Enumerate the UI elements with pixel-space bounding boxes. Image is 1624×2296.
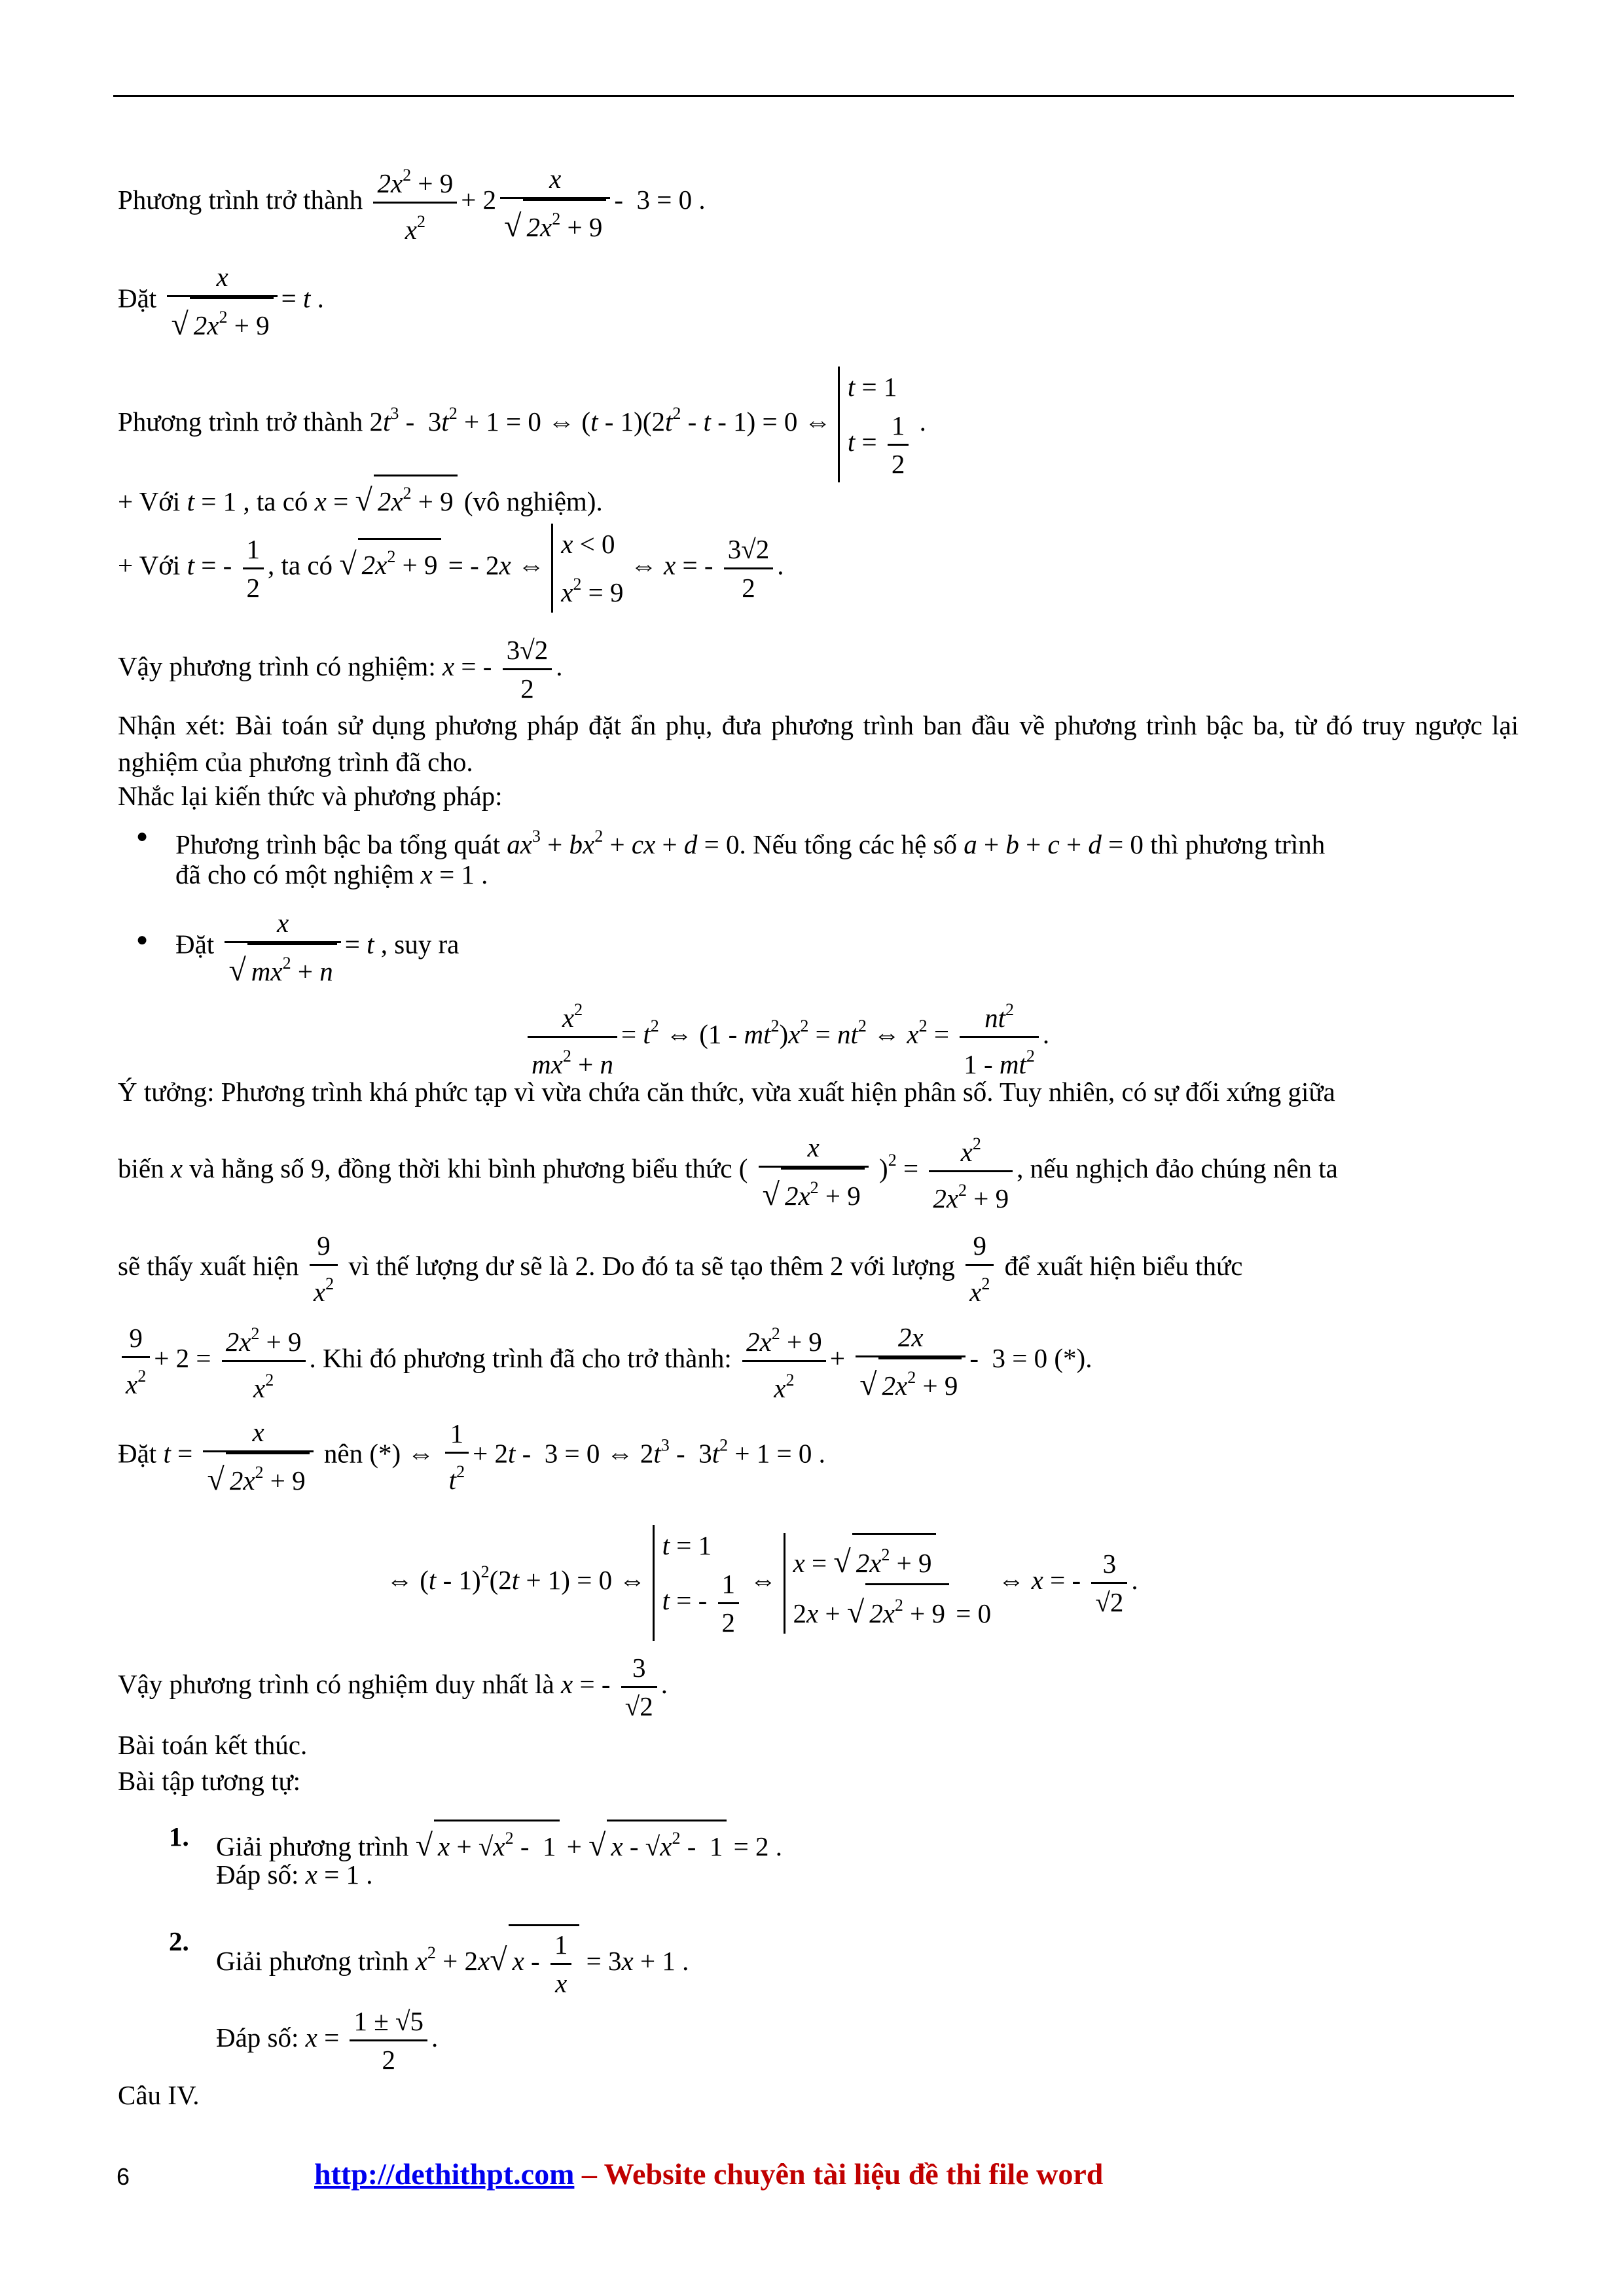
recall-heading: Nhắc lại kiến thức và phương pháp: [118,781,503,811]
footer-tagline: – Website chuyên tài liệu đề thi file word [574,2157,1104,2191]
cubic-equation-line: Phương trình trở thành $2t^3 - 3t^2 + 1 = 0$ ⇔ $(t - 1)(2t^2 - t - 1) = 0$ ⇔ t = 1 t = $\frac{1}{2}$ . [118,367,926,482]
case-t-1: + Với t = 1 , ta có x = √ $2x^2 + 9$ (vô nghiệm). [118,475,603,518]
website-link[interactable]: http://dethithpt.com [314,2157,575,2191]
substitution-line-2: Đặt t = $\frac{x}{√ 2x^2 + 9}$ nên (*) ⇔ $\frac{1}{t^2}$ + 2t - 3 = 0 ⇔ $2t^3 - 3t^2 + 1 = 0$ . [118,1414,825,1499]
case-t-minus-half: + Với t = - $\frac{1}{2}$ , ta có √ $2x^2 + 9$ = - 2x ⇔ x < 0 $x^2 = 9$ ⇔ x = - $\frac{3√2}{2}$ . [118,524,784,613]
exercise-1-number: 1. [169,1821,189,1852]
remark-paragraph: Nhận xét: Bài toán sử dụng phương pháp đặt ẩn phụ, đưa phương trình ban đầu về phương trình bậc ba, từ đó truy ngược lại nghiệm của phương trình đã cho. [118,710,1519,777]
exercise-1: Giải phương trình √ $x + √x^2 - 1$ + √ $x - √x^2 - 1 = 2$ . [216,1820,782,1863]
footer [314,2157,1103,2191]
exercise-1-answer: Đáp số: x = 1 . [216,1859,373,1890]
bullet-dot: ● [136,929,149,950]
solution-line: Vậy phương trình có nghiệm: x = - $\frac{3√2}{2}$ . [118,632,562,707]
exercise-2-answer: Đáp số: x = $\frac{1 \pm √5}{2}$ . [216,2003,438,2078]
substitution-line: Đặt $\frac{x}{√ 2x^2 + 9}$ = t . [118,259,324,344]
bullet-1-line-2: đã cho có một nghiệm x = 1 . [175,859,488,889]
bullet-dot: ● [136,825,149,847]
header-rule [113,95,1514,97]
next-question-label: Câu IV. [118,2080,200,2110]
unique-solution-line: Vậy phương trình có nghiệm duy nhất là x = - $\frac{3}{√2}$ . [118,1649,668,1725]
exercise-2-number: 2. [169,1926,189,1956]
exercise-2: Giải phương trình $x^2 + 2x√$ x - $\frac{1}{x}$ = 3x + 1 . [216,1924,689,2001]
equation-line-1: Phương trình trở thành $\frac{2x^2 + 9}{x^2}$ + 2 $\frac{x}{√ 2x^2 + 9}$ - 3 = 0 . [118,157,706,248]
bullet-1-line-1: Phương trình bậc ba tổng quát $ax^3 + bx^2$ + cx + d = 0. Nếu tổng các hệ số a + b + c + d = 0 thì phương trình [175,827,1326,859]
end-line: Bài toán kết thúc. [118,1730,308,1760]
similar-exercises-heading: Bài tập tương tự: [118,1766,301,1796]
idea-line-4: $\frac{9}{x^2}$ + 2 = $\frac{2x^2 + 9}{x^2}$ . Khi đó phương trình đã cho trở thành: $\frac{2x^2 + 9}{x^2}$ + $\frac{2x}{√ 2x^2 + 9}$ - 3 = 0 (*). [118,1316,1092,1407]
idea-line-2: biến x và hằng số 9, đồng thời khi bình phương biểu thức ( $\frac{x}{√ 2x^2 + 9}$ )$^2$ = $\frac{x^2}{2x^2 + 9}$ , nếu nghịch đảo chúng nên ta [118,1126,1338,1217]
factorization-line: ⇔ (t - 1)$^2$(2t + 1) = 0 ⇔ t = 1 t = - $\frac{1}{2}$ ⇔ x = √ $2x^2 + 9$ 2x + √ $2x^2 + 9 = 0$ ⇔ x = - $\frac{3}{√2}$ . [386,1525,1138,1641]
idea-line-3: sẽ thấy xuất hiện $\frac{9}{x^2}$ vì thế lượng dư sẽ là 2. Do đó ta sẽ tạo thêm 2 với lượng $\frac{9}{x^2}$ để xuất hiện biểu thức [118,1227,1242,1310]
bullet-2-derivation: $\frac{x^2}{mx^2 + n}$ = $t^2$ ⇔ $(1 - mt^2)x^2 = nt^2$ ⇔ $x^2$ = $\frac{nt^2}{1 - mt^2}$ . [524,992,1049,1083]
idea-paragraph: Ý tưởng: Phương trình khá phức tạp vì vừa chứa căn thức, vừa xuất hiện phân số. Tuy nhiên, có sự đối xứng giữa [118,1077,1335,1107]
bullet-2-line: Đặt $\frac{x}{√ mx^2 + n}$ = t , suy ra [175,905,459,990]
page-number: 6 [117,2163,130,2190]
